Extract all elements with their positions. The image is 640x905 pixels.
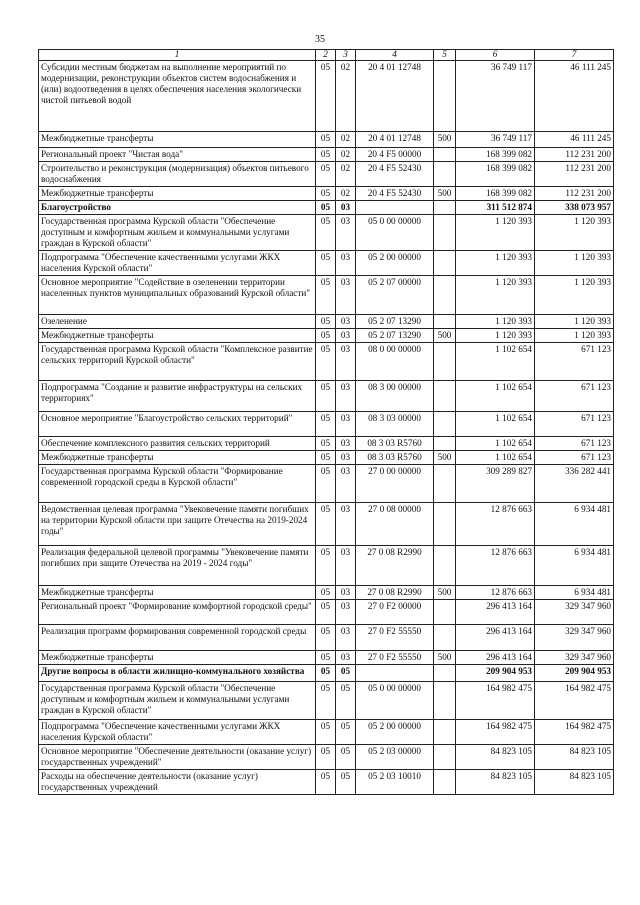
cell-section: 05 bbox=[316, 503, 336, 546]
cell-amount-year1: 12 876 663 bbox=[456, 586, 535, 600]
cell-expense-type: 500 bbox=[434, 132, 456, 148]
cell-expense-type bbox=[434, 720, 456, 745]
cell-name: Основное мероприятие "Обеспечение деятельности (оказание услуг) государственных учреждений" bbox=[39, 745, 316, 770]
cell-amount-year2: 329 347 960 bbox=[535, 625, 614, 651]
table-row bbox=[39, 315, 614, 329]
table-row bbox=[39, 625, 614, 651]
cell-name: Подпрограмма "Создание и развитие инфраструктуры на сельских территориях" bbox=[39, 381, 316, 412]
cell-expense-type bbox=[434, 503, 456, 546]
cell-amount-year2: 1 120 393 bbox=[535, 251, 614, 276]
table-row bbox=[39, 251, 614, 276]
cell-section: 05 bbox=[316, 437, 336, 451]
cell-subsection: 03 bbox=[336, 451, 356, 465]
cell-name: Региональный проект "Формирование комфортной городской среды" bbox=[39, 600, 316, 625]
table-row bbox=[39, 412, 614, 437]
cell-target-article: 08 3 03 00000 bbox=[356, 412, 434, 437]
cell-section: 05 bbox=[316, 251, 336, 276]
cell-amount-year1: 309 289 827 bbox=[456, 465, 535, 503]
cell-target-article: 27 0 00 00000 bbox=[356, 465, 434, 503]
cell-subsection: 03 bbox=[336, 625, 356, 651]
cell-amount-year2: 6 934 481 bbox=[535, 586, 614, 600]
cell-amount-year2: 46 111 245 bbox=[535, 61, 614, 132]
cell-expense-type bbox=[434, 412, 456, 437]
cell-expense-type bbox=[434, 465, 456, 503]
cell-amount-year2: 338 073 957 bbox=[535, 201, 614, 215]
table-row bbox=[39, 503, 614, 546]
cell-amount-year1: 164 982 475 bbox=[456, 682, 535, 720]
cell-target-article: 05 2 00 00000 bbox=[356, 720, 434, 745]
cell-expense-type: 500 bbox=[434, 329, 456, 343]
cell-amount-year1: 296 413 164 bbox=[456, 651, 535, 665]
cell-name: Межбюджетные трансферты bbox=[39, 187, 316, 201]
cell-name: Благоустройство bbox=[39, 201, 316, 215]
cell-amount-year2: 336 282 441 bbox=[535, 465, 614, 503]
table-row bbox=[39, 329, 614, 343]
cell-section: 05 bbox=[316, 215, 336, 251]
cell-amount-year2: 671 123 bbox=[535, 381, 614, 412]
cell-subsection: 03 bbox=[336, 343, 356, 381]
table-row bbox=[39, 465, 614, 503]
cell-section: 05 bbox=[316, 600, 336, 625]
cell-expense-type: 500 bbox=[434, 651, 456, 665]
header-row bbox=[39, 50, 614, 61]
cell-amount-year1: 1 102 654 bbox=[456, 451, 535, 465]
cell-subsection: 03 bbox=[336, 329, 356, 343]
cell-amount-year2: 164 982 475 bbox=[535, 720, 614, 745]
cell-section: 05 bbox=[316, 187, 336, 201]
cell-section: 05 bbox=[316, 625, 336, 651]
cell-expense-type bbox=[434, 665, 456, 682]
cell-amount-year1: 1 102 654 bbox=[456, 412, 535, 437]
cell-amount-year2: 46 111 245 bbox=[535, 132, 614, 148]
cell-section: 05 bbox=[316, 586, 336, 600]
cell-subsection: 05 bbox=[336, 682, 356, 720]
cell-amount-year2: 671 123 bbox=[535, 437, 614, 451]
cell-amount-year2: 1 120 393 bbox=[535, 329, 614, 343]
cell-expense-type bbox=[434, 381, 456, 412]
cell-section: 05 bbox=[316, 132, 336, 148]
cell-subsection: 02 bbox=[336, 148, 356, 162]
cell-subsection: 03 bbox=[336, 201, 356, 215]
cell-name: Государственная программа Курской области "Обеспечение доступным и комфортным жильем и коммунальными услугами граждан в Курской области" bbox=[39, 215, 316, 251]
cell-amount-year2: 112 231 200 bbox=[535, 148, 614, 162]
header-col-expense-type: 5 bbox=[434, 50, 456, 61]
cell-section: 05 bbox=[316, 770, 336, 795]
cell-target-article: 05 0 00 00000 bbox=[356, 215, 434, 251]
cell-expense-type bbox=[434, 162, 456, 187]
cell-amount-year1: 311 512 874 bbox=[456, 201, 535, 215]
cell-amount-year2: 329 347 960 bbox=[535, 651, 614, 665]
cell-target-article: 27 0 08 R2990 bbox=[356, 586, 434, 600]
cell-section: 05 bbox=[316, 148, 336, 162]
budget-table bbox=[38, 49, 614, 795]
cell-subsection: 03 bbox=[336, 546, 356, 586]
cell-section: 05 bbox=[316, 276, 336, 315]
table-row bbox=[39, 770, 614, 795]
cell-subsection: 03 bbox=[336, 381, 356, 412]
cell-expense-type bbox=[434, 745, 456, 770]
cell-expense-type bbox=[434, 625, 456, 651]
cell-target-article: 27 0 08 00000 bbox=[356, 503, 434, 546]
cell-target-article: 08 3 00 00000 bbox=[356, 381, 434, 412]
cell-amount-year2: 329 347 960 bbox=[535, 600, 614, 625]
header-col-name: 1 bbox=[39, 50, 316, 61]
table-row bbox=[39, 451, 614, 465]
cell-name: Строительство и реконструкция (модернизация) объектов питьевого водоснабжения bbox=[39, 162, 316, 187]
cell-name: Обеспечение комплексного развития сельских территорий bbox=[39, 437, 316, 451]
cell-subsection: 05 bbox=[336, 665, 356, 682]
table-row bbox=[39, 665, 614, 682]
table-row bbox=[39, 546, 614, 586]
cell-target-article bbox=[356, 665, 434, 682]
cell-name: Реализация программ формирования современной городской среды bbox=[39, 625, 316, 651]
cell-section: 05 bbox=[316, 315, 336, 329]
cell-subsection: 03 bbox=[336, 437, 356, 451]
cell-expense-type bbox=[434, 600, 456, 625]
header-col-amount-year2: 7 bbox=[535, 50, 614, 61]
cell-subsection: 05 bbox=[336, 770, 356, 795]
cell-amount-year1: 209 904 953 bbox=[456, 665, 535, 682]
cell-name: Реализация федеральной целевой программы "Увековечение памяти погибших при защите Отечества на 2019 - 2024 годы" bbox=[39, 546, 316, 586]
table-row bbox=[39, 276, 614, 315]
page-number: 35 bbox=[315, 34, 325, 45]
cell-name: Расходы на обеспечение деятельности (оказание услуг) государственных учреждений bbox=[39, 770, 316, 795]
cell-name: Межбюджетные трансферты bbox=[39, 132, 316, 148]
cell-subsection: 03 bbox=[336, 276, 356, 315]
cell-amount-year1: 1 120 393 bbox=[456, 215, 535, 251]
cell-section: 05 bbox=[316, 412, 336, 437]
table-row bbox=[39, 61, 614, 132]
table-row bbox=[39, 600, 614, 625]
cell-section: 05 bbox=[316, 651, 336, 665]
cell-expense-type bbox=[434, 682, 456, 720]
cell-name: Субсидии местным бюджетам на выполнение мероприятий по модернизации, реконструкции объектов систем водоснабжения и (или) водоотведения в целях обеспечения населения экологически чистой питьевой водой bbox=[39, 61, 316, 132]
cell-target-article: 08 0 00 00000 bbox=[356, 343, 434, 381]
cell-amount-year1: 164 982 475 bbox=[456, 720, 535, 745]
table-row bbox=[39, 720, 614, 745]
cell-name: Основное мероприятие "Содействие в озеленении территории населенных пунктов муниципальных образований Курской области" bbox=[39, 276, 316, 315]
cell-amount-year1: 296 413 164 bbox=[456, 625, 535, 651]
cell-amount-year1: 168 399 082 bbox=[456, 187, 535, 201]
cell-amount-year1: 1 120 393 bbox=[456, 251, 535, 276]
cell-target-article: 05 2 07 13290 bbox=[356, 315, 434, 329]
cell-section: 05 bbox=[316, 720, 336, 745]
cell-section: 05 bbox=[316, 546, 336, 586]
cell-amount-year1: 1 102 654 bbox=[456, 381, 535, 412]
cell-section: 05 bbox=[316, 465, 336, 503]
cell-name: Государственная программа Курской области "Формирование современной городской среды в Курской области" bbox=[39, 465, 316, 503]
cell-expense-type: 500 bbox=[434, 451, 456, 465]
cell-expense-type bbox=[434, 215, 456, 251]
cell-name: Основное мероприятие "Благоустройство сельских территорий" bbox=[39, 412, 316, 437]
cell-target-article: 05 2 07 00000 bbox=[356, 276, 434, 315]
table-row bbox=[39, 381, 614, 412]
cell-section: 05 bbox=[316, 201, 336, 215]
cell-target-article: 20 4 01 12748 bbox=[356, 61, 434, 132]
cell-target-article: 27 0 F2 00000 bbox=[356, 600, 434, 625]
cell-amount-year1: 12 876 663 bbox=[456, 546, 535, 586]
table-row bbox=[39, 745, 614, 770]
cell-section: 05 bbox=[316, 682, 336, 720]
cell-amount-year2: 1 120 393 bbox=[535, 215, 614, 251]
cell-target-article: 05 2 03 00000 bbox=[356, 745, 434, 770]
cell-amount-year2: 671 123 bbox=[535, 343, 614, 381]
cell-amount-year1: 36 749 117 bbox=[456, 132, 535, 148]
cell-name: Межбюджетные трансферты bbox=[39, 451, 316, 465]
cell-section: 05 bbox=[316, 61, 336, 132]
cell-amount-year2: 671 123 bbox=[535, 451, 614, 465]
cell-amount-year1: 168 399 082 bbox=[456, 162, 535, 187]
table-row bbox=[39, 187, 614, 201]
cell-subsection: 02 bbox=[336, 132, 356, 148]
cell-target-article: 05 0 00 00000 bbox=[356, 682, 434, 720]
table-row bbox=[39, 148, 614, 162]
cell-amount-year1: 168 399 082 bbox=[456, 148, 535, 162]
cell-subsection: 03 bbox=[336, 215, 356, 251]
cell-name: Государственная программа Курской области "Комплексное развитие сельских территорий Курской области" bbox=[39, 343, 316, 381]
table-row bbox=[39, 201, 614, 215]
cell-name: Подпрограмма "Обеспечение качественными услугами ЖКХ населения Курской области" bbox=[39, 720, 316, 745]
cell-target-article: 20 4 F5 52430 bbox=[356, 162, 434, 187]
cell-expense-type: 500 bbox=[434, 586, 456, 600]
cell-expense-type bbox=[434, 546, 456, 586]
cell-subsection: 02 bbox=[336, 162, 356, 187]
cell-target-article: 27 0 F2 55550 bbox=[356, 651, 434, 665]
cell-subsection: 03 bbox=[336, 251, 356, 276]
table-body bbox=[39, 61, 614, 795]
cell-amount-year1: 296 413 164 bbox=[456, 600, 535, 625]
cell-amount-year2: 84 823 105 bbox=[535, 745, 614, 770]
cell-amount-year1: 1 102 654 bbox=[456, 437, 535, 451]
table-row bbox=[39, 132, 614, 148]
cell-section: 05 bbox=[316, 329, 336, 343]
cell-expense-type bbox=[434, 315, 456, 329]
cell-amount-year1: 84 823 105 bbox=[456, 745, 535, 770]
cell-subsection: 03 bbox=[336, 600, 356, 625]
cell-amount-year1: 1 120 393 bbox=[456, 276, 535, 315]
cell-target-article: 27 0 F2 55550 bbox=[356, 625, 434, 651]
cell-name: Межбюджетные трансферты bbox=[39, 586, 316, 600]
table-row bbox=[39, 162, 614, 187]
header-col-target-article: 4 bbox=[356, 50, 434, 61]
cell-amount-year1: 1 120 393 bbox=[456, 315, 535, 329]
cell-amount-year2: 112 231 200 bbox=[535, 162, 614, 187]
cell-expense-type bbox=[434, 276, 456, 315]
cell-amount-year2: 1 120 393 bbox=[535, 276, 614, 315]
cell-name: Региональный проект "Чистая вода" bbox=[39, 148, 316, 162]
cell-amount-year2: 164 982 475 bbox=[535, 682, 614, 720]
cell-subsection: 05 bbox=[336, 745, 356, 770]
cell-subsection: 05 bbox=[336, 720, 356, 745]
cell-section: 05 bbox=[316, 451, 336, 465]
cell-amount-year1: 12 876 663 bbox=[456, 503, 535, 546]
cell-amount-year1: 36 749 117 bbox=[456, 61, 535, 132]
cell-subsection: 02 bbox=[336, 187, 356, 201]
cell-target-article bbox=[356, 201, 434, 215]
header-col-subsection: 3 bbox=[336, 50, 356, 61]
cell-name: Подпрограмма "Обеспечение качественными услугами ЖКХ населения Курской области" bbox=[39, 251, 316, 276]
cell-target-article: 20 4 01 12748 bbox=[356, 132, 434, 148]
cell-expense-type bbox=[434, 201, 456, 215]
cell-amount-year1: 1 102 654 bbox=[456, 343, 535, 381]
cell-name: Межбюджетные трансферты bbox=[39, 329, 316, 343]
cell-amount-year2: 6 934 481 bbox=[535, 503, 614, 546]
cell-subsection: 03 bbox=[336, 651, 356, 665]
cell-subsection: 03 bbox=[336, 315, 356, 329]
cell-target-article: 27 0 08 R2990 bbox=[356, 546, 434, 586]
cell-subsection: 03 bbox=[336, 465, 356, 503]
cell-amount-year2: 671 123 bbox=[535, 412, 614, 437]
cell-target-article: 20 4 F5 52430 bbox=[356, 187, 434, 201]
cell-expense-type bbox=[434, 437, 456, 451]
cell-section: 05 bbox=[316, 162, 336, 187]
cell-amount-year2: 209 904 953 bbox=[535, 665, 614, 682]
cell-subsection: 03 bbox=[336, 503, 356, 546]
cell-expense-type bbox=[434, 770, 456, 795]
cell-section: 05 bbox=[316, 745, 336, 770]
cell-amount-year2: 1 120 393 bbox=[535, 315, 614, 329]
table-row bbox=[39, 651, 614, 665]
header-col-amount-year1: 6 bbox=[456, 50, 535, 61]
cell-section: 05 bbox=[316, 381, 336, 412]
cell-section: 05 bbox=[316, 343, 336, 381]
header-col-section: 2 bbox=[316, 50, 336, 61]
cell-expense-type bbox=[434, 343, 456, 381]
cell-name: Государственная программа Курской области "Обеспечение доступным и комфортным жильем и коммунальными услугами граждан в Курской области" bbox=[39, 682, 316, 720]
cell-amount-year2: 84 823 105 bbox=[535, 770, 614, 795]
cell-amount-year1: 1 120 393 bbox=[456, 329, 535, 343]
cell-name: Озеленение bbox=[39, 315, 316, 329]
cell-target-article: 05 2 07 13290 bbox=[356, 329, 434, 343]
cell-expense-type: 500 bbox=[434, 187, 456, 201]
cell-target-article: 05 2 03 10010 bbox=[356, 770, 434, 795]
cell-amount-year2: 6 934 481 bbox=[535, 546, 614, 586]
cell-target-article: 08 3 03 R5760 bbox=[356, 451, 434, 465]
cell-expense-type bbox=[434, 61, 456, 132]
cell-section: 05 bbox=[316, 665, 336, 682]
cell-amount-year2: 112 231 200 bbox=[535, 187, 614, 201]
cell-expense-type bbox=[434, 148, 456, 162]
table-row bbox=[39, 437, 614, 451]
cell-target-article: 08 3 03 R5760 bbox=[356, 437, 434, 451]
cell-name: Межбюджетные трансферты bbox=[39, 651, 316, 665]
table-row bbox=[39, 343, 614, 381]
table-row bbox=[39, 215, 614, 251]
cell-target-article: 05 2 00 00000 bbox=[356, 251, 434, 276]
cell-subsection: 03 bbox=[336, 412, 356, 437]
table-row bbox=[39, 682, 614, 720]
cell-target-article: 20 4 F5 00000 bbox=[356, 148, 434, 162]
table-row bbox=[39, 586, 614, 600]
cell-name: Другие вопросы в области жилищно-коммунального хозяйства bbox=[39, 665, 316, 682]
cell-subsection: 02 bbox=[336, 61, 356, 132]
cell-subsection: 03 bbox=[336, 586, 356, 600]
cell-amount-year1: 84 823 105 bbox=[456, 770, 535, 795]
cell-name: Ведомственная целевая программа "Увековечение памяти погибших на территории Курской области при защите Отечества на 2019-2024 годы" bbox=[39, 503, 316, 546]
cell-expense-type bbox=[434, 251, 456, 276]
